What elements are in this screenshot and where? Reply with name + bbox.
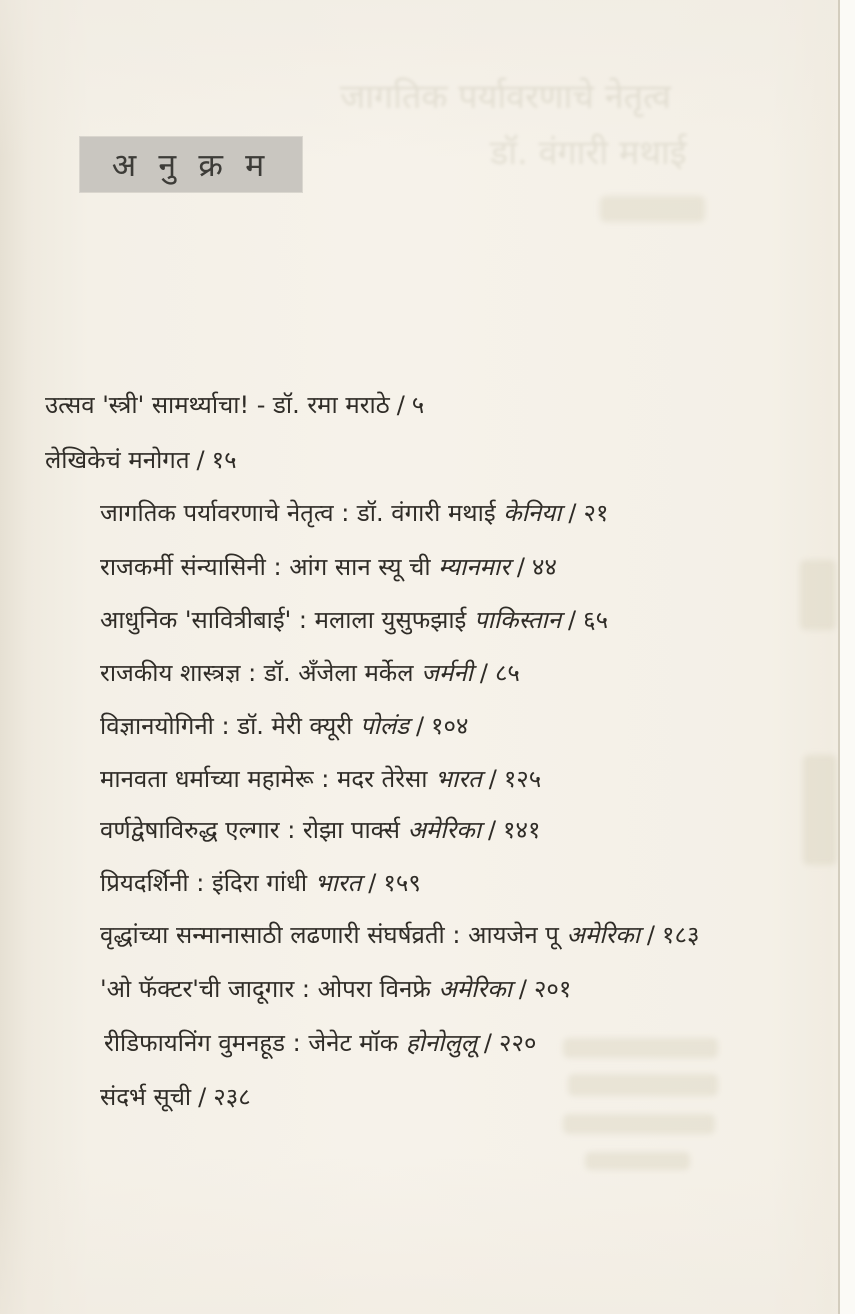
- entry-title: राजकीय शास्त्रज्ञ : डॉ. अँजेला मर्केल: [100, 659, 414, 687]
- contents-heading-box: [80, 137, 302, 192]
- ghost-smudge: [568, 1074, 718, 1096]
- entry-title: लेखिकेचं मनोगत: [45, 446, 190, 474]
- toc-entry: [100, 605, 608, 635]
- separator: /: [368, 869, 377, 897]
- separator: /: [568, 499, 577, 527]
- ghost-smudge: [563, 1114, 715, 1134]
- entry-country: पाकिस्तान: [473, 606, 562, 634]
- scan-margin: [840, 0, 855, 1314]
- toc-entry: [104, 1028, 536, 1058]
- page-number: ४४: [532, 553, 557, 581]
- page-number: २३८: [213, 1083, 251, 1111]
- separator: /: [568, 606, 577, 634]
- separator: /: [198, 1083, 207, 1111]
- toc-entry: [100, 815, 541, 845]
- page-number: ८५: [494, 659, 520, 687]
- toc-entry: [100, 1082, 251, 1112]
- separator: /: [646, 921, 656, 949]
- toc-entry: [100, 764, 541, 794]
- separator: /: [196, 446, 205, 474]
- entry-title: मानवता धर्माच्या महामेरू : मदर तेरेसा: [100, 765, 428, 793]
- ghost-smudge: [585, 1152, 690, 1170]
- page-number: २२०: [498, 1029, 537, 1057]
- entry-country: पोलंड: [359, 712, 409, 740]
- page-number: २०१: [533, 975, 572, 1003]
- toc-entry: [100, 711, 469, 741]
- entry-title: जागतिक पर्यावरणाचे नेतृत्व : डॉ. वंगारी मथाई: [100, 499, 496, 527]
- separator: /: [516, 553, 526, 581]
- page-number: ६५: [583, 606, 609, 634]
- toc-entry: [100, 658, 520, 688]
- entry-title: प्रियदर्शिनी : इंदिरा गांधी: [100, 869, 308, 897]
- toc-entry: [100, 498, 608, 528]
- ghost-smudge: [600, 196, 705, 222]
- entry-country: म्यानमार: [438, 553, 510, 581]
- entry-country: होनोलुलू: [405, 1029, 477, 1057]
- entry-title: संदर्भ सूची: [100, 1083, 192, 1111]
- separator: /: [483, 1029, 492, 1057]
- ghost-text: डॉ. वंगारी मथाई: [490, 133, 687, 173]
- separator: /: [396, 391, 405, 419]
- separator: /: [487, 816, 497, 844]
- entry-title: वृद्धांच्या सन्मानासाठी लढणारी संघर्षव्रती : आयजेन पू: [100, 921, 559, 949]
- toc-entry: [100, 920, 699, 950]
- toc-entry: [100, 552, 557, 582]
- separator: /: [479, 659, 488, 687]
- page-number: १४१: [503, 816, 541, 844]
- separator: /: [415, 712, 425, 740]
- page-number: ५: [411, 391, 425, 419]
- entry-country: अमेरिका: [566, 921, 640, 949]
- entry-country: भारत: [435, 765, 482, 793]
- entry-country: अमेरिका: [438, 975, 512, 1003]
- entry-title: 'ओ फॅक्टर'ची जादूगार : ओपरा विनफ्रे: [100, 975, 431, 1003]
- entry-country: केनिया: [503, 499, 562, 527]
- entry-title: राजकर्मी संन्यासिनी : आंग सान स्यू ची: [100, 553, 431, 581]
- separator: /: [488, 765, 497, 793]
- page-number: १८३: [662, 921, 700, 949]
- entry-country: भारत: [314, 869, 362, 897]
- separator: /: [518, 975, 527, 1003]
- page-number: १५: [211, 446, 237, 474]
- ghost-smudge: [563, 1038, 718, 1058]
- page-number: २१: [583, 499, 609, 527]
- toc-entry: [100, 868, 421, 898]
- toc-entry: [45, 390, 424, 420]
- page-number: १०४: [431, 712, 469, 740]
- entry-title: उत्सव 'स्त्री' सामर्थ्याचा! - डॉ. रमा मराठे: [45, 391, 390, 419]
- page-number: १५९: [383, 869, 421, 897]
- page-number: १२५: [503, 765, 542, 793]
- entry-title: आधुनिक 'सावित्रीबाई' : मलाला युसुफझाई: [100, 606, 467, 634]
- entry-title: रीडिफायनिंग वुमनहूड : जेनेट मॉक: [104, 1029, 399, 1057]
- entry-country: जर्मनी: [421, 659, 473, 687]
- toc-entry: [45, 445, 237, 475]
- ghost-smudge: [803, 755, 837, 865]
- entry-title: विज्ञानयोगिनी : डॉ. मेरी क्यूरी: [100, 712, 353, 740]
- contents-heading: अ नु क्र म: [111, 146, 271, 184]
- ghost-text: जागतिक पर्यावरणाचे नेतृत्व: [340, 77, 671, 117]
- toc-entry: [100, 974, 571, 1004]
- ghost-smudge: [800, 560, 836, 630]
- entry-title: वर्णद्वेषाविरुद्ध एल्गार : रोझा पार्क्स: [100, 816, 400, 844]
- entry-country: अमेरिका: [407, 816, 481, 844]
